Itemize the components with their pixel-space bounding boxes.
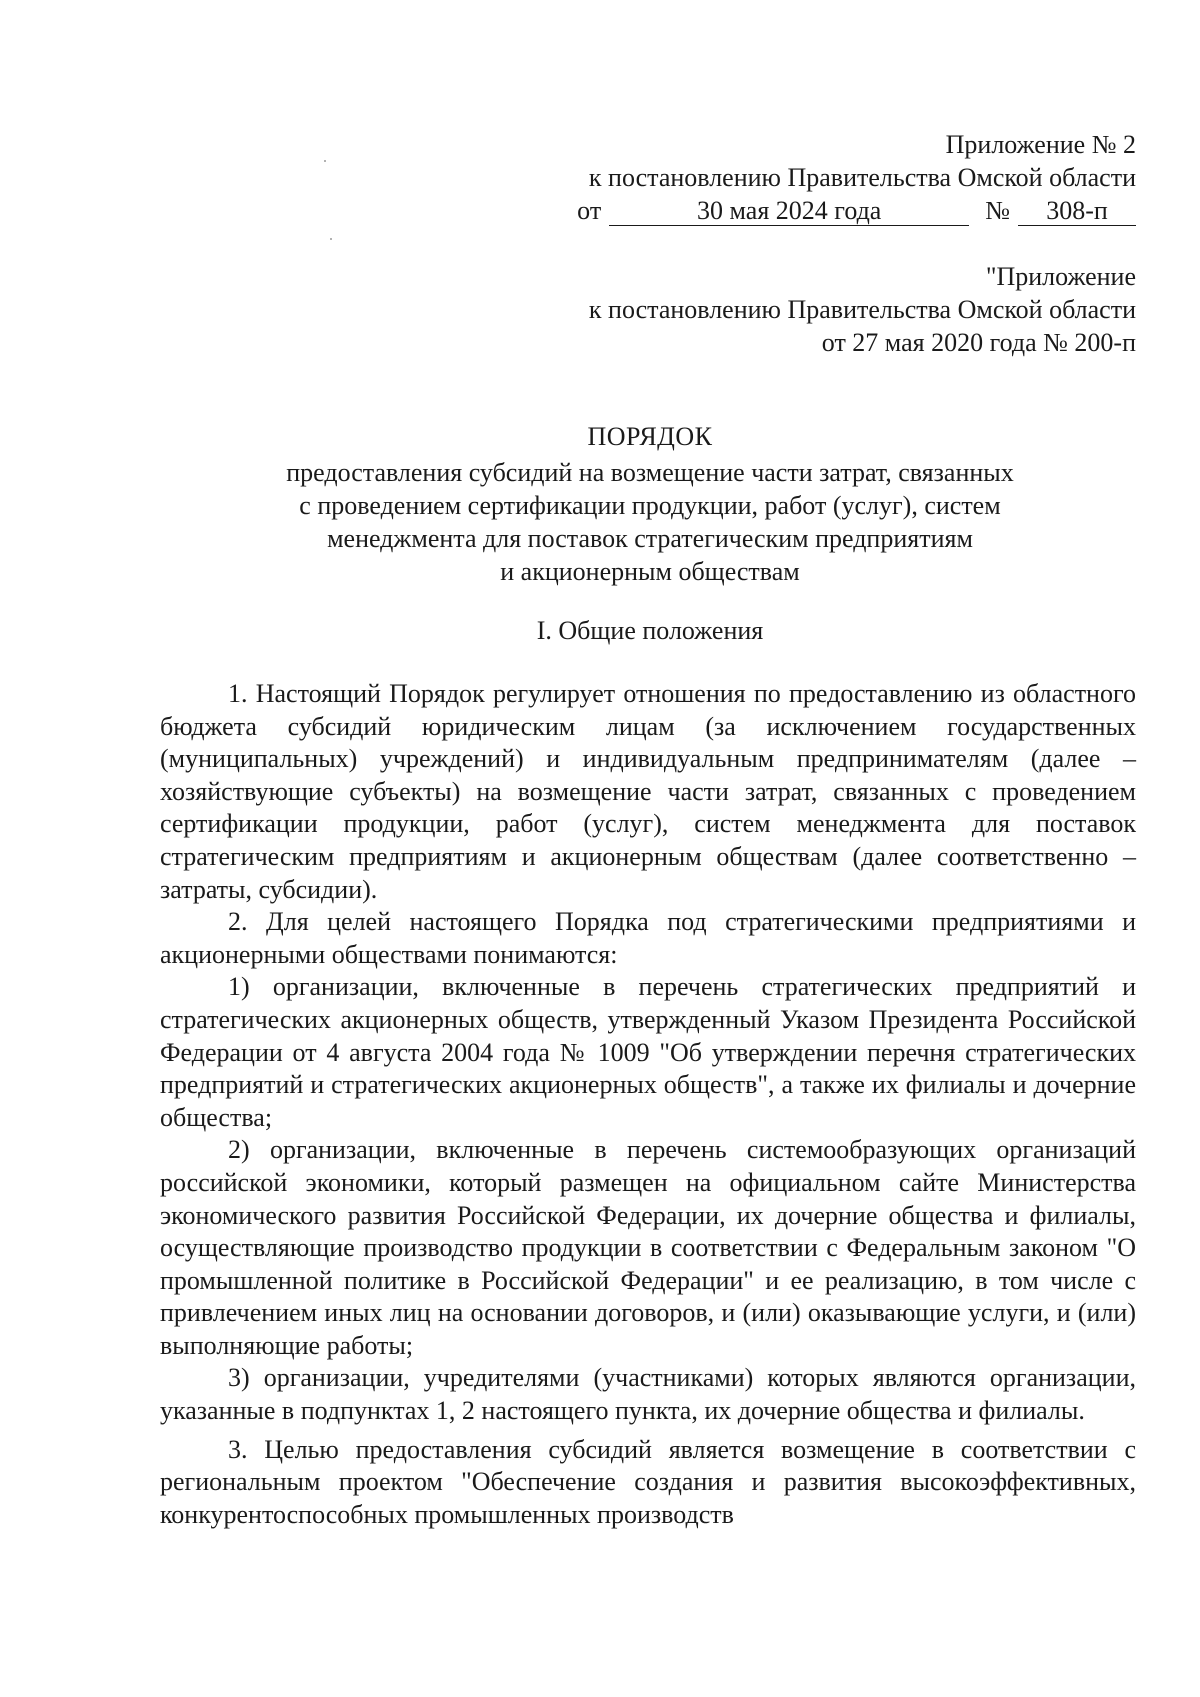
original-appendix-date: от 27 мая 2020 года № 200-п xyxy=(821,328,1136,357)
subparagraph-1: 1) организации, включенные в перечень стратегических предприятий и стратегических акционерных обществ, утвержденный Указом Президента Российской Федерации от 4 августа 2004 года № 1009 "Об утверждении перечня стратегических предприятий и стратегических акционерных обществ", а также их филиалы и дочерние общества; xyxy=(160,972,1136,1132)
number-label: № xyxy=(985,196,1010,225)
number-field: 308-п xyxy=(1018,197,1136,226)
subtitle-line: предоставления субсидий на возмещение части затрат, связанных xyxy=(286,458,1014,487)
subtitle-line: с проведением сертификации продукции, работ (услуг), систем xyxy=(299,491,1001,520)
document-subtitle xyxy=(160,456,1140,588)
appendix-date-number-line xyxy=(577,194,1136,227)
section-heading: I. Общие положения xyxy=(536,616,764,645)
appendix-reference: к постановлению Правительства Омской области xyxy=(588,163,1136,192)
original-appendix-label: "Приложение xyxy=(985,262,1136,291)
paragraph-1: 1. Настоящий Порядок регулирует отношения по предоставлению из областного бюджета субсидий юридическим лицам (за исключением государственных (муниципальных) учреждений) и индивидуальным предпринимателям (далее – хозяйствующие субъекты) на возмещение части затрат, связанных с проведением сертификации продукции, работ (услуг), систем менеджмента для поставок стратегическим предприятиям и акционерным обществам (далее соответственно – затраты, субсидии). xyxy=(160,679,1136,904)
appendix-number: Приложение № 2 xyxy=(945,130,1136,159)
original-appendix-header xyxy=(589,260,1136,359)
paragraph-2: 2. Для целей настоящего Порядка под стратегическими предприятиями и акционерными обществами понимаются: xyxy=(160,907,1136,969)
scan-speck xyxy=(324,160,326,162)
subparagraph-3: 3) организации, учредителями (участниками) которых являются организации, указанные в подпунктах 1, 2 настоящего пункта, их дочерние общества и филиалы. xyxy=(160,1363,1136,1426)
scan-speck xyxy=(330,238,332,240)
subtitle-line: и акционерным обществам xyxy=(500,557,800,586)
document-title: ПОРЯДОК xyxy=(587,422,713,451)
subtitle-line: менеджмента для поставок стратегическим предприятиям xyxy=(327,524,973,553)
original-appendix-reference: к постановлению Правительства Омской области xyxy=(588,295,1136,324)
document-body xyxy=(160,678,1136,1531)
appendix-header xyxy=(577,128,1136,227)
from-label: от xyxy=(577,196,602,225)
date-field: 30 мая 2024 года xyxy=(609,197,969,226)
subparagraph-2: 2) организации, включенные в перечень системообразующих организаций российской экономики, который размещен на официальном сайте Министерства экономического развития Российской Федерации, их дочерние общества и филиалы, осуществляющие производство продукции в соответствии с Федеральным законом "О промышленной политике в Российской Федерации" и ее реализацию, в том числе с привлечением иных лиц на основании договоров, и (или) оказывающие услуги, и (или) выполняющие работы; xyxy=(160,1135,1136,1360)
paragraph-3: 3. Целью предоставления субсидий является возмещение в соответствии с региональным проектом "Обеспечение создания и развития высокоэффективных, конкурентоспособных промышленных производств xyxy=(160,1434,1136,1529)
